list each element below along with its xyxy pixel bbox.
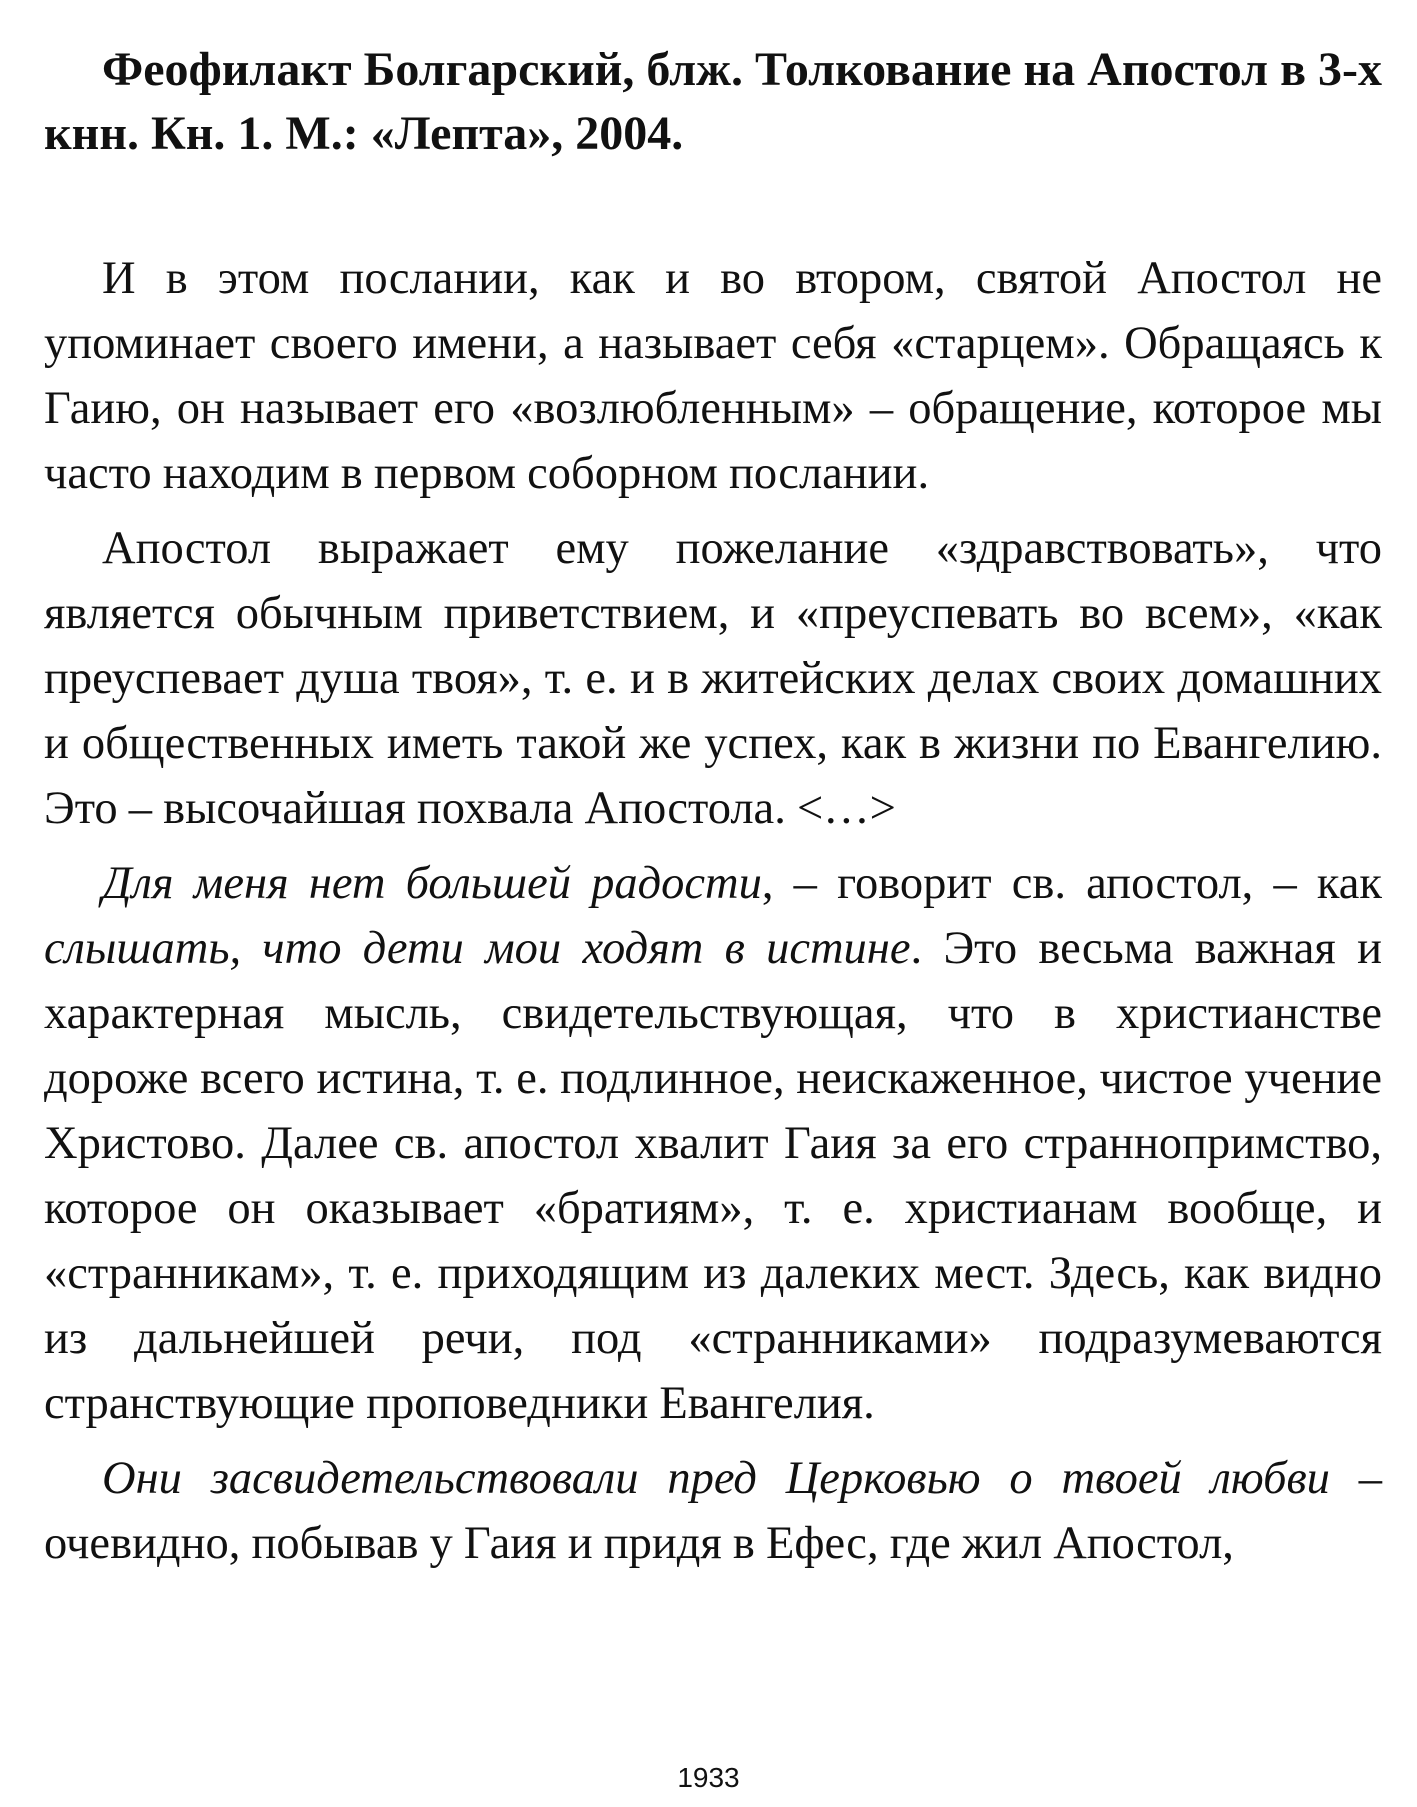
source-heading: Феофилакт Болгарский, блж. Толкование на Апостол в 3-х кнн. Кн. 1. М.: «Лепта», 2004.	[44, 43, 1382, 160]
scripture-quote: Они засвидетельствовали пред Церковью о твоей любви	[102, 1453, 1330, 1504]
scripture-quote: слышать, что дети мои ходят в истине	[44, 923, 911, 974]
paragraph-text: – очевидно, побывав у Гаия и придя в Ефес, где жил Апостол,	[44, 1453, 1383, 1569]
paragraph-3	[44, 851, 1382, 1436]
paragraph-2: Апостол выражает ему пожелание «здравствовать», что является обычным приветствием, и «преуспевать во всем», «как преуспевает душа твоя», т. е. и в житейских делах своих домашних и общественных иметь такой же успех, как в жизни по Евангелию. Это – высочайшая похвала Апостола. <…>	[44, 523, 1382, 834]
paragraph-text: . Это весьма важная и характерная мысль, свидетельствующая, что в христианстве дороже всего истина, т. е. подлинное, неискаженное, чистое учение Христово. Далее св. апостол хвалит Гаия за его страннопримство, которое он оказывает «братиям», т. е. христианам вообще, и «странникам», т. е. приходящим из далеких мест. Здесь, как видно из дальнейшей речи, под «странниками» подразумеваются странствующие проповедники Евангелия.	[44, 923, 1382, 1429]
paragraph-1: И в этом послании, как и во втором, святой Апостол не упоминает своего имени, а называет себя «старцем». Обращаясь к Гаию, он называет его «возлюбленным» – обращение, которое мы часто находим в первом соборном послании.	[44, 253, 1382, 499]
paragraph-text: , – говорит св. апостол, – как	[761, 858, 1382, 909]
document-page	[44, 38, 1382, 1576]
page-number: 1933	[677, 1762, 740, 1793]
scripture-quote: Для меня нет большей радости	[102, 858, 762, 909]
paragraph-4	[44, 1446, 1382, 1576]
